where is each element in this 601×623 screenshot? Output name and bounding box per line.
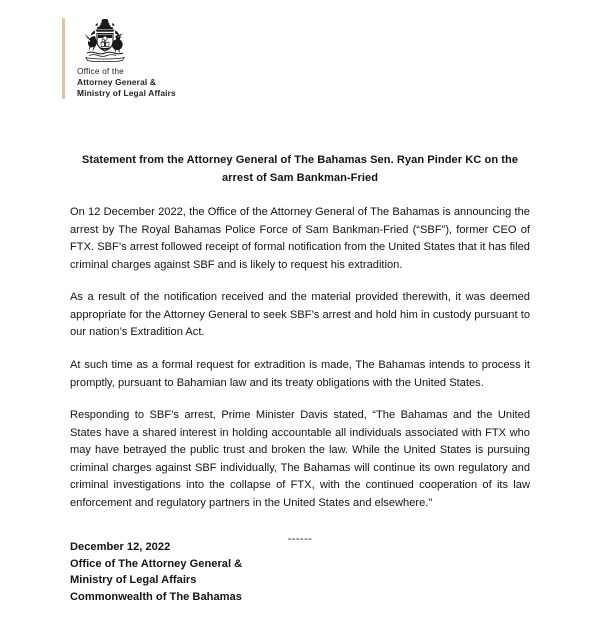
letterhead xyxy=(62,18,176,99)
statement-paragraph-1: On 12 December 2022, the Office of the Attorney General of The Bahamas is announcing the arrest by The Royal Bahamas Police Force of Sam Bankman-Fried (“SBF”), former CEO of FTX. SBF’s arrest followed receipt of formal notification from the United States that it has filed criminal charges against SBF and is likely to request his extradition. xyxy=(70,205,530,271)
signature-block xyxy=(70,539,530,605)
signature-office-line-2: Ministry of Legal Affairs xyxy=(70,574,197,587)
letterhead-text xyxy=(77,66,176,99)
bahamas-coat-of-arms-icon xyxy=(79,18,131,63)
letterhead-line-1: Office of the xyxy=(77,66,124,76)
letterhead-line-2: Attorney General & xyxy=(77,77,157,88)
letterhead-body xyxy=(77,18,176,99)
statement-paragraph-3: At such time as a formal request for extradition is made, The Bahamas intends to process it promptly, pursuant to Bahamian law and its treaty obligations with the United States. xyxy=(70,358,530,389)
signature-country: Commonwealth of The Bahamas xyxy=(70,590,242,603)
signature-date: December 12, 2022 xyxy=(70,541,171,553)
letterhead-line-3: Ministry of Legal Affairs xyxy=(77,88,176,99)
statement-paragraph-2: As a result of the notification received and the material provided therewith, it was deemed appropriate for the Attorney General to seek SBF’s arrest and hold him in custody pursuant to our nation’s Extradition Act. xyxy=(70,291,530,339)
signature-office-line-1: Office of The Attorney General & xyxy=(70,557,243,570)
section-divider: ------ xyxy=(287,532,313,545)
letterhead-vertical-rule xyxy=(62,18,65,99)
statement-paragraph-4: Responding to SBF’s arrest, Prime Minister Davis stated, “The Bahamas and the United States have a shared interest in holding accountable all individuals associated with FTX who may have betrayed the public trust and broken the law. While the United States is pursuing criminal charges against SBF individually, The Bahamas will continue its own regulatory and criminal investigations into the collapse of FTX, with the continued cooperation of its law enforcement and regulatory partners in the United States and elsewhere." xyxy=(70,409,530,510)
statement-title: Statement from the Attorney General of The Bahamas Sen. Ryan Pinder KC on the arrest of Sam Bankman-Fried xyxy=(81,154,519,184)
document-body xyxy=(70,152,530,546)
